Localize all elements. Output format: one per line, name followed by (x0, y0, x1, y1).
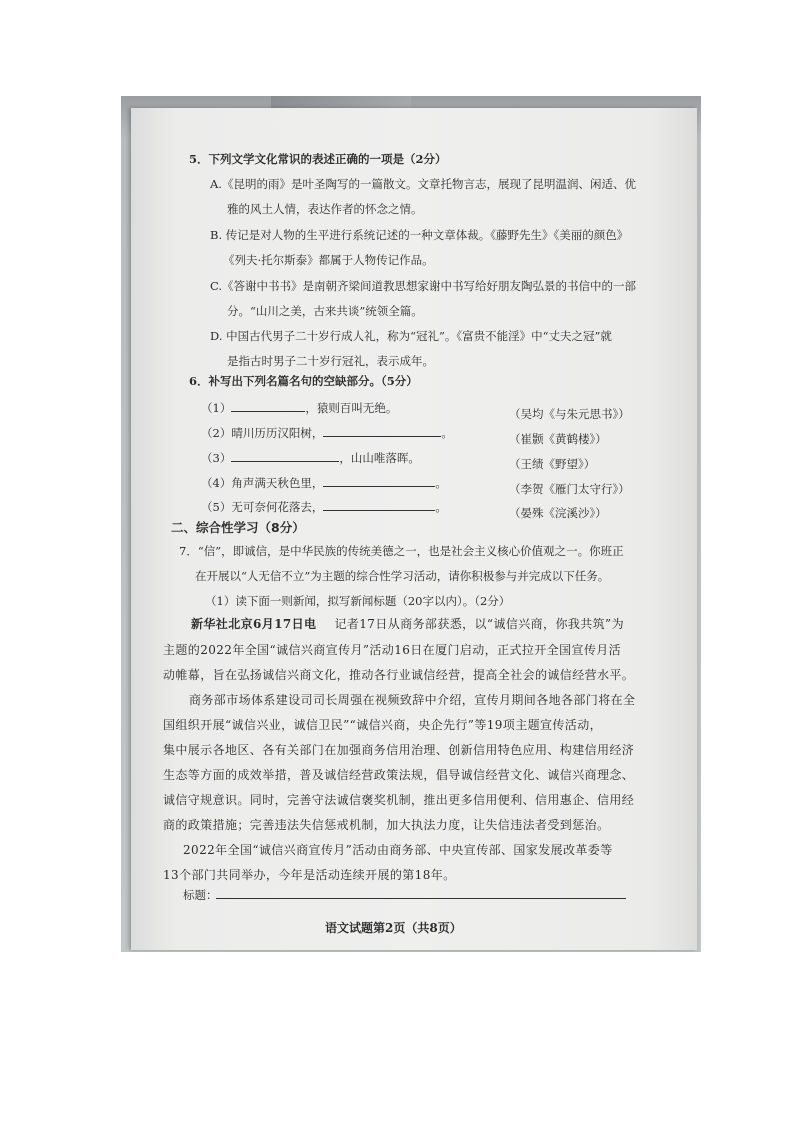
page-footer: 语文试题第2页（共8页） (325, 921, 462, 935)
q6-item-3-blank[interactable] (231, 451, 339, 462)
news-paragraph-1-text: 记者17日从商务部获悉，以“诚信兴商，你我共筑”为 (334, 617, 624, 631)
photo-background-shadow (271, 96, 411, 108)
q5-option-d-line1: D. 中国古代男子二十岁行成人礼，称为“冠礼”。《富贵不能淫》中“丈夫之冠”就 (210, 329, 612, 343)
q6-item-4 (201, 476, 447, 490)
q5-option-b-line2: 《列夫·托尔斯泰》都属于人物传记作品。 (223, 253, 434, 267)
q6-stem: 6．补写出下列名篇名句的空缺部分。（5分） (189, 374, 418, 388)
q6-item-4-prefix: （4）角声满天秋色里， (201, 476, 324, 490)
q6-item-2 (201, 426, 453, 440)
q6-item-4-blank[interactable] (323, 476, 435, 487)
q7-subquestion-1: （1）读下面一则新闻，拟写新闻标题（20字以内）。（2分） (205, 594, 511, 608)
news-paragraph-2-line4: 生态等方面的成效举措，普及诚信经营政策法规，倡导诚信经营文化、诚信兴商理念、 (163, 768, 635, 782)
q6-item-1-prefix: （1） (201, 401, 232, 415)
q7-stem-line2: 在开展以“人无信不立”为主题的综合性学习活动，请你积极参与并完成以下任务。 (195, 569, 610, 583)
q6-item-5 (201, 500, 447, 514)
news-paragraph-2-line1: 商务部市场体系建设司司长周强在视频致辞中介绍，宣传月期间各地各部门将在全 (189, 693, 636, 707)
document-photo (121, 96, 701, 952)
q5-option-b-line1: B. 传记是对人物的生平进行系统记述的一种文章体裁。《藤野先生》《美丽的颜色》 (210, 228, 629, 242)
exam-paper (131, 108, 697, 950)
q6-item-3 (201, 451, 420, 465)
q5-option-c-line2: 分。“山川之美，古来共谈”统领全篇。 (227, 304, 423, 318)
news-dateline: 新华社北京6月17日电 (191, 617, 317, 631)
q6-item-2-source: （崔颢《黄鹤楼》） (509, 432, 607, 446)
news-paragraph-2-line5: 诚信守规意识。同时，完善守法诚信褒奖机制，推出更多信用便利、信用惠企、信用经 (163, 793, 635, 807)
section-heading: 二、综合性学习（8分） (171, 520, 305, 535)
q6-item-2-text: 。 (441, 426, 453, 440)
title-label: 标题： (183, 888, 218, 902)
q5-option-a-line1: A.《昆明的雨》是叶圣陶写的一篇散文。文章托物言志，展现了昆明温润、闲适、优 (210, 177, 636, 191)
news-paragraph-3-line1: 2022年全国“诚信兴商宣传月”活动由商务部、中央宣传部、国家发展改革委等 (183, 843, 613, 857)
q5-option-d-line2: 是指古时男子二十岁行冠礼，表示成年。 (227, 354, 434, 368)
q6-item-1-source: （吴均《与朱元思书》） (509, 407, 630, 421)
q6-item-4-source: （李贺《雁门太守行》） (509, 482, 630, 496)
q6-item-5-prefix: （5）无可奈何花落去， (201, 500, 324, 514)
q6-item-2-prefix: （2）晴川历历汉阳树， (201, 426, 324, 440)
q6-item-5-source: （晏殊《浣溪沙》） (509, 506, 607, 520)
news-paragraph-3-line2: 13个部门共同举办，今年是活动连续开展的第18年。 (163, 868, 456, 882)
q6-item-1-text: ，猿则百叫无绝。 (305, 401, 398, 415)
q6-item-5-blank[interactable] (323, 500, 435, 511)
q6-item-3-text: ，山山唯落晖。 (339, 451, 420, 465)
q5-option-a-line2: 雅的风土人情，表达作者的怀念之情。 (227, 202, 423, 216)
q6-item-3-prefix: （3） (201, 451, 232, 465)
q6-item-2-blank[interactable] (323, 426, 441, 437)
news-paragraph-1-line3: 动帷幕，旨在弘扬诚信兴商文化，推动各行业诚信经营，提高全社会的诚信经营水平。 (163, 668, 635, 682)
q6-item-4-text: 。 (435, 476, 447, 490)
news-paragraph-2-line6: 商的政策措施；完善违法失信惩戒机制，加大执法力度，让失信违法者受到惩治。 (163, 818, 610, 832)
q6-item-1-blank[interactable] (231, 401, 305, 412)
q6-item-3-source: （王绩《野望》） (509, 457, 596, 471)
news-paragraph-1-line2: 主题的2022年全国“诚信兴商宣传月”活动16日在厦门启动，正式拉开全国宣传月活 (163, 643, 622, 657)
title-answer-line[interactable] (216, 898, 626, 899)
q7-stem-line1: 7．“信”，即诚信，是中华民族的传统美德之一，也是社会主义核心价值观之一。你班正 (179, 544, 624, 558)
q5-stem: 5．下列文学文化常识的表述正确的一项是（2分） (189, 152, 447, 166)
news-paragraph-2-line3: 集中展示各地区、各有关部门在加强商务信用治理、创新信用特色应用、构建信用经济 (163, 743, 635, 757)
q5-option-c-line1: C.《答谢中书书》是南朝齐梁间道教思想家谢中书写给好朋友陶弘景的书信中的一部 (210, 279, 637, 293)
q6-item-1 (201, 401, 397, 415)
news-paragraph-1-line1 (191, 618, 624, 630)
news-paragraph-2-line2: 国组织开展“诚信兴业，诚信卫民”“诚信兴商，央企先行”等19项主题宣传活动， (163, 718, 603, 732)
q6-item-5-text: 。 (435, 500, 447, 514)
